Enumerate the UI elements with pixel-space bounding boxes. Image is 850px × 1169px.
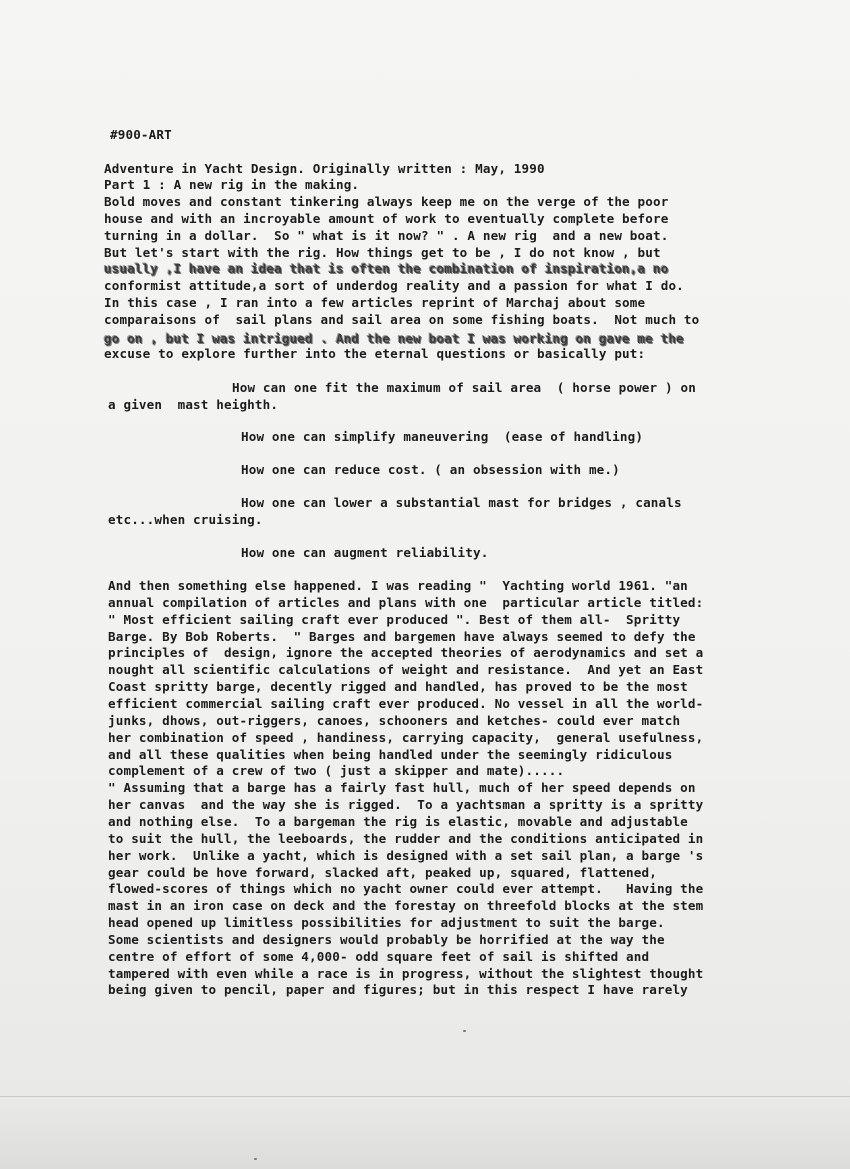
- intro-line: Bold moves and constant tinkering always keep me on the verge of the poor: [104, 194, 669, 209]
- intro-line: conformist attitude,a sort of underdog reality and a passion for what I do.: [104, 278, 684, 293]
- part-heading: Part 1 : A new rig in the making.: [104, 177, 360, 192]
- body-line: efficient commercial sailing craft ever produced. No vessel in all the world-: [108, 696, 704, 711]
- body-line: nought all scientific calculations of weight and resistance. And yet an East: [108, 662, 704, 678]
- body-line: Barge. By Bob Roberts. " Barges and bargemen have always seemed to defy the: [108, 628, 696, 644]
- question-line: How one can augment reliability.: [241, 545, 489, 560]
- intro-line: house and with an incroyable amount of work to eventually complete before: [104, 211, 669, 226]
- body-line: her work. Unlike a yacht, which is designed with a set sail plan, a barge 's: [108, 847, 704, 863]
- body-line: her combination of speed , handiness, carrying capacity, general usefulness,: [108, 729, 704, 745]
- body-line: flowed-scores of things which no yacht owner could ever attempt. Having the: [108, 881, 704, 897]
- question-continuation: a given mast heighth.: [108, 397, 279, 412]
- document-reference: #900-ART: [110, 127, 172, 142]
- body-line: junks, dhows, out-riggers, canoes, schooners and ketches- could ever match: [108, 712, 681, 728]
- intro-line: turning in a dollar. So " what is it now? " . A new rig and a new boat.: [104, 228, 669, 243]
- body-line: to suit the hull, the leeboards, the rudder and the conditions anticipated in: [108, 830, 704, 846]
- scan-speck: [254, 1158, 257, 1160]
- body-line: her canvas and the way she is rigged. To a yachtsman a spritty is a spritty: [108, 797, 704, 812]
- body-line: principles of design, ignore the accepted theories of aerodynamics and set a: [108, 645, 704, 661]
- body-line: " Assuming that a barge has a fairly fast hull, much of her speed depends on: [108, 780, 696, 796]
- document-title: Adventure in Yacht Design. Originally written : May, 1990: [104, 161, 545, 176]
- body-line: " Most efficient sailing craft ever produced ". Best of them all- Spritty: [108, 611, 681, 627]
- body-line: tampered with even while a race is in progress, without the slightest thought: [108, 965, 704, 981]
- scan-speck: [463, 1030, 466, 1032]
- question-line: How one can simplify maneuvering (ease of handling): [241, 429, 644, 444]
- intro-line-overstruck: go on , but I was intrigued . And the new boat I was working on gave me the: [104, 331, 684, 346]
- intro-line: In this case , I ran into a few articles reprint of Marchaj about some: [104, 295, 646, 310]
- intro-line: But let's start with the rig. How things get to be , I do not know , but: [104, 245, 661, 260]
- body-line: gear could be hove forward, slacked aft, peaked up, squared, flattened,: [108, 864, 657, 880]
- body-line: and nothing else. To a bargeman the rig is elastic, movable and adjustable: [108, 813, 688, 829]
- body-line: centre of effort of some 4,000- odd square feet of sail is shifted and: [108, 948, 650, 964]
- question-line: How can one fit the maximum of sail area ( horse power ) on: [232, 380, 696, 395]
- intro-line: excuse to explore further into the eternal questions or basically put:: [104, 346, 646, 361]
- body-line: Coast spritty barge, decently rigged and handled, has proved to be the most: [108, 679, 688, 695]
- intro-line: comparaisons of sail plans and sail area on some fishing boats. Not much to: [104, 312, 700, 327]
- intro-line-overstruck: usually ,I have an idea that is often the combination of inspiration,a no: [104, 261, 669, 276]
- body-line: complement of a crew of two ( just a skipper and mate).....: [108, 763, 565, 779]
- question-continuation: etc...when cruising.: [108, 512, 263, 527]
- question-line: How one can reduce cost. ( an obsession with me.): [241, 462, 620, 477]
- body-line: And then something else happened. I was reading " Yachting world 1961. "an: [108, 578, 688, 593]
- question-line: How one can lower a substantial mast for bridges , canals: [241, 495, 682, 510]
- page-bottom-edge: [0, 1096, 850, 1097]
- body-line: and all these qualities when being handled under the seemingly ridiculous: [108, 746, 673, 762]
- body-line: Some scientists and designers would probably be horrified at the way the: [108, 931, 665, 947]
- body-line: head opened up limitless possibilities for adjustment to suit the barge.: [108, 915, 665, 930]
- body-line: being given to pencil, paper and figures; but in this respect I have rarely: [108, 982, 688, 998]
- body-line: annual compilation of articles and plans with one particular article titled:: [108, 594, 704, 610]
- body-line: mast in an iron case on deck and the forestay on threefold blocks at the stem: [108, 898, 704, 914]
